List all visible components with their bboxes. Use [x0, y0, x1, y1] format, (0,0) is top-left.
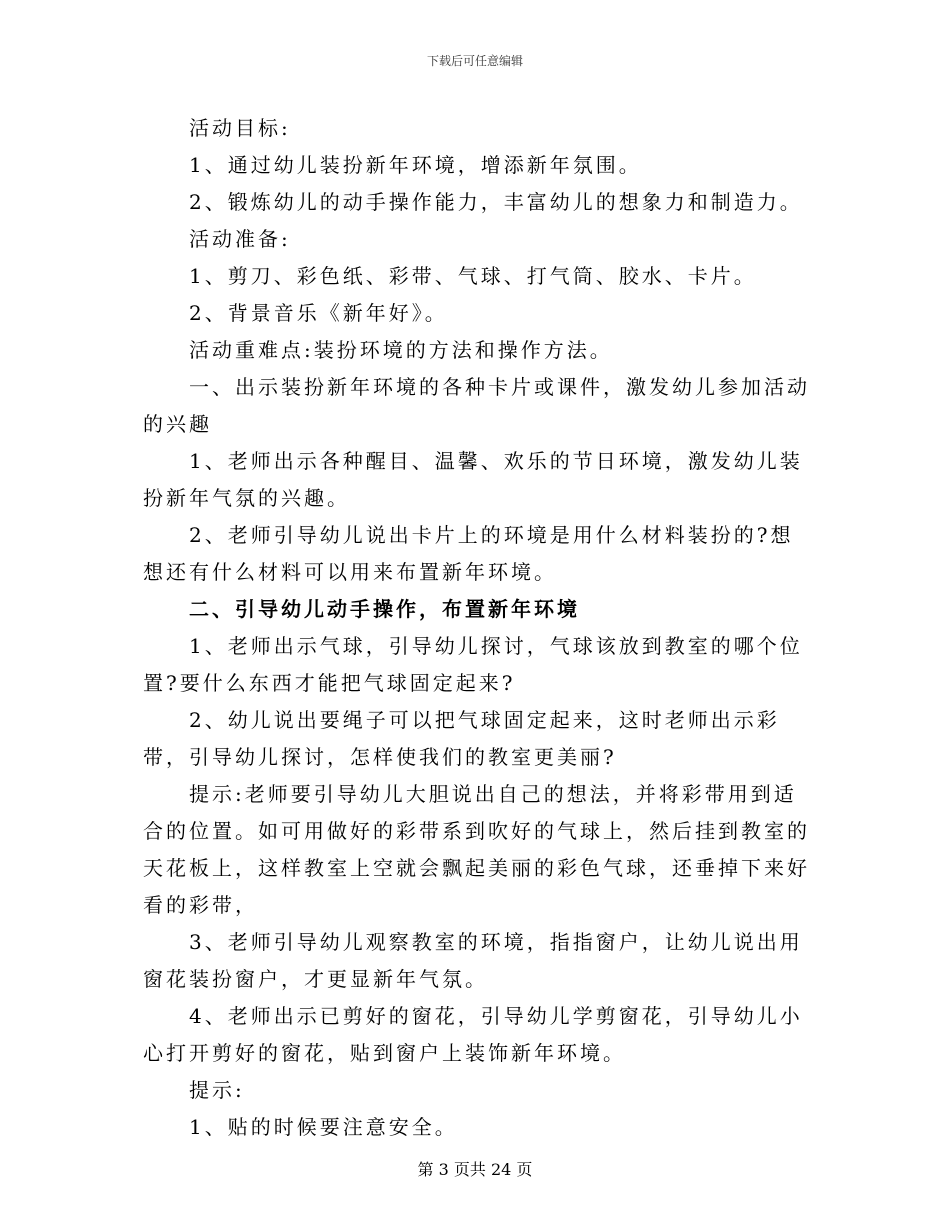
goal-item-2: 2、锻炼幼儿的动手操作能力，丰富幼儿的想象力和制造力。: [189, 190, 803, 214]
step-two-item-3: 3、老师引导幼儿观察教室的环境，指指窗户，让幼儿说出用窗花装扮窗户，才更显新年气氛。: [143, 930, 803, 991]
preparation-item-1: 1、剪刀、彩色纸、彩带、气球、打气筒、胶水、卡片。: [189, 264, 757, 288]
goal-item-1: 1、通过幼儿装扮新年环境，增添新年氛围。: [189, 153, 642, 177]
document-body: [143, 110, 815, 1146]
step-two-item-2: 2、幼儿说出要绳子可以把气球固定起来，这时老师出示彩带，引导幼儿探讨，怎样使我们的教室更美丽?: [143, 708, 780, 769]
tip-item-1: 1、贴的时候要注意安全。: [189, 1115, 458, 1139]
step-two-heading: 二、引导幼儿动手操作，布置新年环境: [189, 597, 580, 621]
step-one-heading: 一、出示装扮新年环境的各种卡片或课件，激发幼儿参加活动的兴趣: [143, 375, 810, 436]
section-heading-goals: 活动目标:: [189, 116, 291, 140]
tip-paragraph: 提示:老师要引导幼儿大胆说出自己的想法，并将彩带用到适合的位置。如可用做好的彩带系到吹好的气球上，然后挂到教室的天花板上，这样教室上空就会飘起美丽的彩色气球，还垂掉下来好看的彩带，: [143, 782, 810, 917]
section-heading-preparation: 活动准备:: [189, 227, 291, 251]
step-one-item-1: 1、老师出示各种醒目、温馨、欢乐的节日环境，激发幼儿装扮新年气氛的兴趣。: [143, 449, 803, 510]
step-one-item-2: 2、老师引导幼儿说出卡片上的环境是用什么材料装扮的?想想还有什么材料可以用来布置新年环境。: [143, 523, 794, 584]
key-difficulties: 活动重难点:装扮环境的方法和操作方法。: [189, 338, 613, 362]
tips-heading: 提示:: [189, 1078, 245, 1102]
page-header-note: 下载后可任意编辑: [426, 54, 523, 68]
page-number-footer: 第 3 页共 24 页: [417, 1160, 533, 1179]
step-two-item-4: 4、老师出示已剪好的窗花，引导幼儿学剪窗花，引导幼儿小心打开剪好的窗花，贴到窗户上装饰新年环境。: [143, 1004, 803, 1065]
step-two-item-1: 1、老师出示气球，引导幼儿探讨，气球该放到教室的哪个位置?要什么东西才能把气球固定起来?: [143, 634, 803, 695]
preparation-item-2: 2、背景音乐《新年好》。: [189, 301, 448, 325]
